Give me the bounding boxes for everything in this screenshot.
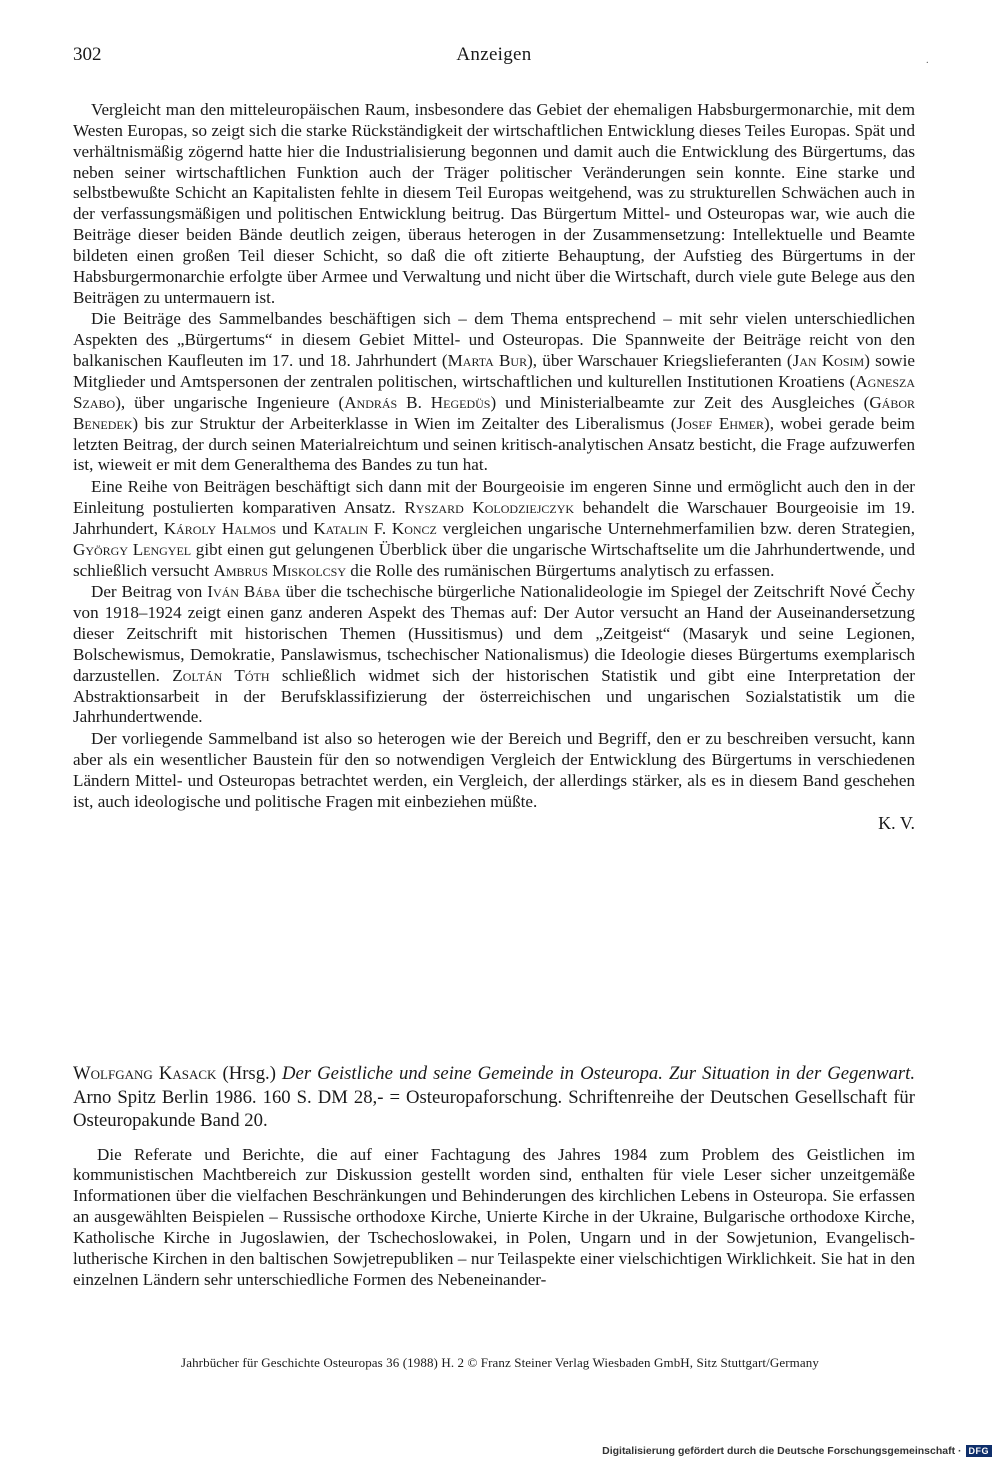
review-2 <box>73 1062 915 1290</box>
text-run: ), wobei gerade beim letzten Beitrag, der durch seinen Materialreichtum und seinen kritisch-analytischen Ansatz besticht, die Frage aufzuwerfen ist, wieweit er mit dem Generalthema des Bandes zu tun hat. <box>73 413 915 475</box>
text-run: und <box>276 518 314 538</box>
text-run: schließlich widmet sich der historischen Statistik und gibt eine Interpretation der Abstraktionsarbeit in der Berufsklassifizierung der österreichischen und ungarischen Sozialstatistik um die Jahrhundertwende. <box>73 665 915 727</box>
text-run: behandelt die Warschauer Bourgeoisie im 19. Jahrhundert, <box>73 498 915 538</box>
author-name: András B. Hegedüs <box>344 392 491 412</box>
author-name: Károly Halmos <box>163 518 277 538</box>
dfg-logo-icon: DFG <box>966 1445 993 1457</box>
author-name: Josef Ehmer <box>676 413 765 433</box>
author-name: Zoltán Tóth <box>172 665 270 685</box>
author-name: Katalin F. Koncz <box>313 518 437 538</box>
text-run: Die Beiträge des Sammelbandes beschäftigen sich – dem Thema entsprechend – mit sehr vielen unterschiedlichen Aspekten des „Bürgertums“ in diesem Gebiet Mittel- und Osteuropas. Die Spannweite der Beiträge reicht von den balkanischen Kaufleuten im 17. und 18. Jahrhundert ( <box>73 309 915 371</box>
review-1-paragraph-5 <box>73 729 915 812</box>
text-run: die Rolle des rumänischen Bürgertums analytisch zu erfassen. <box>346 560 775 580</box>
text-run: ), über Warschauer Kriegslieferanten ( <box>527 351 793 371</box>
dfg-credit <box>602 1445 992 1457</box>
editor-name: Wolfgang Kasack <box>73 1063 217 1084</box>
book-title: Der Geistliche und seine Gemeinde in Osteuropa. Zur Situation in der Gegenwart. <box>282 1063 916 1084</box>
text-run: Der vorliegende Sammelband ist also so heterogen wie der Bereich und Begriff, den er zu beschreiben versucht, kann aber als ein wesentlicher Baustein für den so notwendigen Vergleich der Entwicklung des Bürgertums in verschiedenen Ländern Mittel- und Osteuropas betrachtet werden, ein Vergleich, der allerdings stärker, als es in diesem Band geschehen ist, auch ideologische und politische Fragen mit einbeziehen müßte. <box>73 729 915 811</box>
review-2-paragraph-1: Die Referate und Berichte, die auf einer Fachtagung des Jahres 1984 zum Problem des Geistlichen im kommunistischen Machtbereich zur Diskussion gestellt worden sind, enthalten für viele Leser sicher unzeitgemäße Informationen über die vielfachen Beschränkungen und Behinderungen des kirchlichen Lebens in Osteuropa. Sie erfassen an ausgewählten Beispielen – Russische orthodoxe Kirche, Unierte Kirche in der Ukraine, Bulgarische orthodoxe Kirche, Katholische Kirche in Jugoslawien, der Tschechoslowakei, in Polen, Ungarn und in der Sowjetunion, Evangelisch-lutherische Kirchen in den baltischen Sowjetrepubliken – nur Teilaspekte einer vielschichtigen Wirklichkeit. Sie hat in den einzelnen Ländern sehr unterschiedliche Formen des Nebeneinander- <box>73 1144 915 1289</box>
review-1-paragraph-2 <box>73 309 915 476</box>
text-run: ) und Ministerialbeamte zur Zeit des Ausgleiches ( <box>490 392 870 412</box>
reviewer-signature: K. V. <box>878 812 915 833</box>
review-1 <box>73 100 915 834</box>
scan-speck: · <box>925 58 929 69</box>
editor-note: (Hrsg.) <box>216 1063 283 1084</box>
text-run: Eine Reihe von Beiträgen beschäftigt sich dann mit der Bourgeoisie im engeren Sinne und ermöglicht auch den in der Einleitung postulierten komparativen Ansatz. <box>73 477 915 518</box>
running-title: Anzeigen <box>456 44 532 65</box>
bibliographic-citation <box>73 1062 915 1133</box>
text-run: Der Beitrag von <box>91 582 208 602</box>
author-name: Ambrus Miskolcsy <box>213 560 347 580</box>
author-name: Agnesza Szabo <box>73 371 915 412</box>
journal-footer: Jahrbücher für Geschichte Osteuropas 36 (1988) H. 2 © Franz Steiner Verlag Wiesbaden GmbH, Sitz Stuttgart/Germany <box>181 1355 819 1370</box>
review-1-paragraph-3 <box>73 477 915 581</box>
text-run: ) sowie Mitglieder und Amtspersonen der zentralen politischen, wirtschaftlichen und kulturellen Institutionen Kroatiens ( <box>73 351 915 391</box>
author-name: Iván Bába <box>207 582 281 602</box>
dfg-credit-text: Digitalisierung gefördert durch die Deutsche Forschungsgemeinschaft · <box>602 1445 962 1457</box>
author-name: György Lengyel <box>73 539 192 559</box>
review-1-paragraph-4 <box>73 582 915 728</box>
page-header <box>73 44 929 74</box>
review-1-paragraph-1 <box>73 100 915 308</box>
text-run: ), über ungarische Ingenieure ( <box>115 392 345 412</box>
author-name: Ryszard Kolodziejczyk <box>404 498 575 518</box>
author-name: Jan Kosim <box>792 351 865 371</box>
text-run: Vergleicht man den mitteleuropäischen Raum, insbesondere das Gebiet der ehemaligen Habsburgermonarchie, mit dem Westen Europas, so zeigt sich die starke Rückständigkeit der wirtschaftlichen Entwicklung dieses Teiles Europas. Spät und verhältnismäßig zögernd hatte hier die Industrialisierung begonnen und damit auch die Entwicklung des Bürgertums, das neben seiner wirtschaftlichen Funktion auch der Träger politischer Veränderungen sein konnte. Eine starke und selbstbewußte Schicht an Kapitalisten fehlte in diesem Teil Europas weitgehend, was zu strukturellen Schwächen auch in der verfassungsmäßigen und politischen Entwicklung beitrug. Das Bürgertum Mittel- und Osteuropas war, wie auch die Beiträge dieser beiden Bände deutlich zeigen, überaus heterogen in der Zusammensetzung: Intellektuelle und Beamte bildeten einen großen Teil dieser Schicht, so daß die oft zitierte Behauptung, der Aufstieg des Bürgertums in der Habsburgermonarchie erfolgte über Armee und Verwaltung und nicht über die Wirtschaft, durch viele gute Belege aus den Beiträgen zu untermauern ist. <box>73 100 915 307</box>
publication-details: Arno Spitz Berlin 1986. 160 S. DM 28,- = Osteuropaforschung. Schriftenreihe der Deutschen Gesellschaft für Osteuropakunde Band 20. <box>73 1086 915 1131</box>
page-number: 302 <box>73 44 102 65</box>
author-name: Marta Bur <box>447 351 528 371</box>
text-run: über die tschechische bürgerliche Nationalideologie im Spiegel der Zeitschrift Nové Čechy von 1918–1924 zeigt einen ganz anderen Aspekt des Themas auf: Der Autor versucht an Hand der Auseinandersetzung dieser Zeitschrift mit historischen Themen (Hussitismus) und dem „Zeitgeist“ (Masaryk und seine Legionen, Bolschewismus, Demokratie, Panslawismus, tschechischer Nationalismus) die Ideologie dieses Bürgertums exemplarisch darzustellen. <box>73 582 916 685</box>
text-run: vergleichen ungarische Unternehmerfamilien bzw. deren Strategien, <box>436 518 915 538</box>
text-run: ) bis zur Struktur der Arbeiterklasse in Wien im Zeitalter des Liberalismus ( <box>132 413 677 433</box>
author-name: Gábor Benedek <box>73 392 916 433</box>
text-run: gibt einen gut gelungenen Überblick über die ungarische Wirtschaftselite um die Jahrhundertwende, und schließlich versucht <box>73 539 915 580</box>
